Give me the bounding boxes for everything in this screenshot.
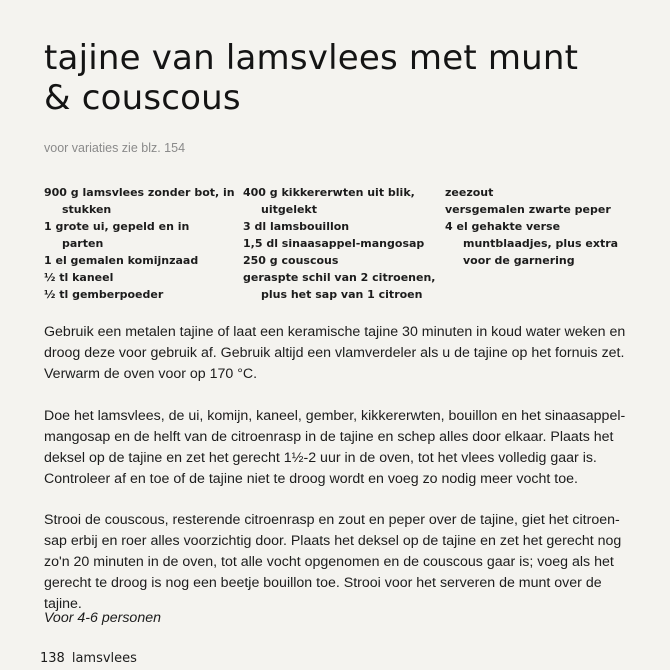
ingredient-line: 3 dl lamsbouillon: [243, 220, 350, 233]
ingredient-item: [44, 269, 244, 286]
ingredient-item: [445, 184, 645, 201]
page-footer: [40, 651, 137, 666]
ingredient-line: 1 el gemalen komijnzaad: [44, 254, 199, 267]
servings: Voor 4-6 personen: [44, 610, 161, 626]
ingredient-line-continued: parten: [62, 237, 104, 250]
ingredient-column-1: [44, 184, 244, 303]
variations-note: voor variaties zie blz. 154: [44, 141, 186, 155]
paragraph-line: Doe het lamsvlees, de ui, komijn, kaneel, gember, kikkererwten, bouillon en het sinaasappel-: [44, 408, 626, 424]
paragraph-line: Verwarm de oven voor op 170 °C.: [44, 366, 258, 382]
recipe-title-line: & couscous: [44, 78, 241, 118]
paragraph-line: droog deze voor gebruik af. Gebruik altijd een vlamverdeler als u de tajine op het fornuis zet.: [44, 345, 625, 361]
paragraph-line: sap erbij en roer alles voorzichtig door. Plaats het deksel op de tajine en zet het gerecht nog: [44, 533, 622, 549]
ingredient-line: ½ tl kaneel: [44, 271, 114, 284]
method-paragraph-2: [44, 406, 644, 490]
ingredient-item: [243, 235, 448, 252]
ingredient-line: 1 grote ui, gepeld en in: [44, 220, 190, 233]
ingredient-line: 400 g kikkererwten uit blik,: [243, 186, 415, 199]
paragraph-line: tajine.: [44, 596, 82, 612]
paragraph-line: mangosap en de helft van de citroenrasp in de tajine en schep alles door elkaar. Plaats het: [44, 429, 614, 445]
ingredient-line-continued: muntblaadjes, plus extra: [463, 237, 619, 250]
ingredient-line-continued: stukken: [62, 203, 112, 216]
ingredient-list: [44, 184, 644, 304]
ingredient-item: [44, 218, 244, 252]
paragraph-line: Strooi de couscous, resterende citroenrasp en zout en peper over de tajine, giet het citroen-: [44, 512, 620, 528]
page-number: 138: [40, 651, 65, 666]
paragraph-line: deksel op de tajine en zet het gerecht 1½-2 uur in de oven, tot het vlees volledig gaar is.: [44, 450, 597, 466]
ingredient-item: [445, 201, 645, 218]
paragraph-line: gerecht te droog is nog een beetje bouillon toe. Strooi voor het serveren de munt over de: [44, 575, 602, 591]
ingredient-line: versgemalen zwarte peper: [445, 203, 611, 216]
ingredient-line: 4 el gehakte verse: [445, 220, 561, 233]
ingredient-line: ½ tl gemberpoeder: [44, 288, 164, 301]
method-paragraph-3: [44, 510, 644, 615]
ingredient-item: [243, 269, 448, 303]
ingredient-item: [243, 218, 448, 235]
method-paragraph-1: [44, 322, 644, 385]
paragraph-line: Gebruik een metalen tajine of laat een keramische tajine 30 minuten in koud water weken en: [44, 324, 626, 340]
ingredient-column-2: [243, 184, 448, 303]
ingredient-line-continued: plus het sap van 1 citroen: [261, 288, 423, 301]
ingredient-line-continued: uitgelekt: [261, 203, 317, 216]
ingredient-line: geraspte schil van 2 citroenen,: [243, 271, 436, 284]
ingredient-line: 1,5 dl sinaasappel-mangosap: [243, 237, 425, 250]
ingredient-line: zeezout: [445, 186, 494, 199]
ingredient-line-continued: voor de garnering: [463, 254, 575, 267]
paragraph-line: Controleer af en toe of de tajine niet te droog wordt en voeg zo nodig meer vocht toe.: [44, 471, 578, 487]
ingredient-item: [44, 184, 244, 218]
recipe-title: [44, 38, 644, 118]
paragraph-line: zo'n 20 minuten in de oven, tot alle vocht opgenomen en de couscous gaar is; voeg als het: [44, 554, 614, 570]
ingredient-line: 900 g lamsvlees zonder bot, in: [44, 186, 235, 199]
ingredient-item: [243, 252, 448, 269]
section-name: lamsvlees: [71, 651, 137, 666]
ingredient-item: [44, 252, 244, 269]
recipe-title-line: tajine van lamsvlees met munt: [44, 38, 579, 78]
ingredient-line: 250 g couscous: [243, 254, 339, 267]
ingredient-item: [243, 184, 448, 218]
ingredient-item: [445, 218, 645, 269]
ingredient-column-3: [445, 184, 645, 269]
ingredient-item: [44, 286, 244, 303]
